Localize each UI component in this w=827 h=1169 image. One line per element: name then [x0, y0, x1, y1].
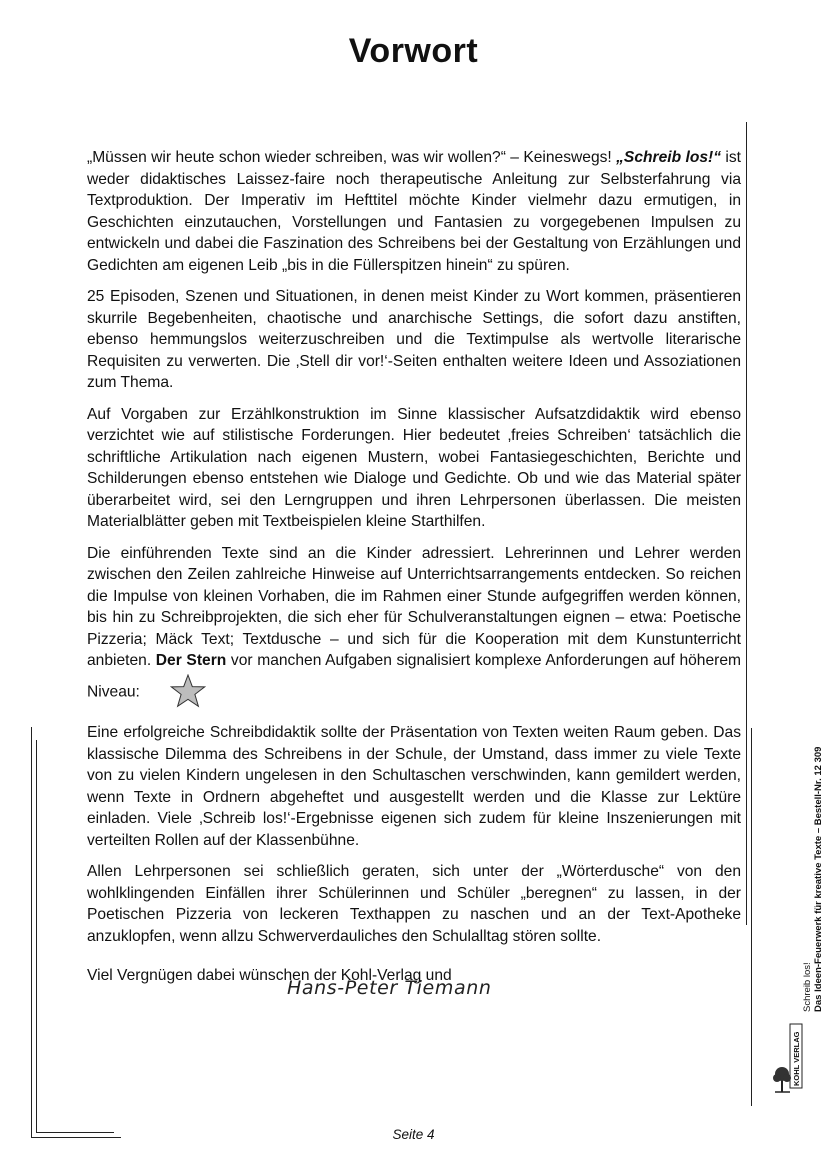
sidebar-line-1: Schreib los!	[802, 962, 813, 1012]
frame-line-right-outer-vertical	[751, 728, 752, 1106]
paragraph-6: Allen Lehrpersonen sei schließlich geraten, sich unter der „Wörterdusche“ von den wohlklingenden Einfällen ihrer Schülerinnen und Schüler „beregnen“ zu lassen, in der Poetischen Pizzeria von leckeren Texthappen zu naschen und an der Text-Apotheke anzuklopfen, wenn allzu Schwerverdauliches den Schulalltag stören sollte.	[87, 863, 741, 945]
logo-text: KOHL VERLAG	[792, 1031, 801, 1086]
star-term-bold: Der Stern	[155, 652, 227, 669]
paragraph-1	[87, 147, 741, 276]
star-icon	[170, 674, 206, 715]
p4-text-end: vor manchen Aufgaben signalisiert komplexe Anforderungen auf höherem Niveau:	[87, 652, 741, 700]
kohl-verlag-logo	[772, 1022, 806, 1099]
p4-text-start: Die einführenden Texte sind an die Kinder adressiert. Lehrerinnen und Lehrer werden zwischen den Zeilen zahlreiche Hinweise auf Unterrichtsarrangements entdecken. So reichen die Impulse von kleinen Vorhaben, die im Rahmen einer Stunde aufgegriffen werden können, bis hin zu Schreibprojekten, die sich eher für Schulveranstaltungen eignen – etwa: Poetische Pizzeria; Mäck Text; Textdusche – und sich für die Kooperation mit dem Kunstunterricht anbieten.	[87, 544, 741, 669]
preface-body	[87, 147, 741, 997]
sidebar-book-info	[802, 747, 824, 1012]
page-title: Vorwort	[348, 32, 479, 70]
page-number: Seite 4	[392, 1127, 435, 1142]
book-title-emphasis: „Schreib los!“	[616, 149, 722, 166]
frame-line-outer-vertical	[31, 727, 32, 1137]
p1-text-end: ist weder didaktisches Laissez-faire noch therapeutische Anleitung zur Selbsterfahrung via Textproduktion. Der Imperativ im Hefttitel möchte Kinder vielmehr dazu ermutigen, in Geschichten einzutauchen, Vorstellungen und Fantasien zu vorgegebenen Impulsen zu entwickeln und dabei die Faszination des Schreibens bei der Gestaltung von Erzählungen und Gedichten am eigenen Leib „bis in die Füllerspitzen hinein“ zu spüren.	[87, 149, 741, 274]
sidebar-line-2: Das Ideen-Feuerwerk für kreative Texte – Bestell-Nr. 12 309	[813, 746, 824, 1012]
paragraph-4	[87, 543, 741, 713]
paragraph-3: Auf Vorgaben zur Erzählkonstruktion im Sinne klassischer Aufsatzdidaktik wird ebenso verzichtet wie auf stilistische Forderungen. Hier bedeutet ‚freies Schreiben‘ tatsächlich die schriftliche Artikulation nach eigenen Mustern, wobei Fantasiegeschichten, Berichte und Schilderungen ebenso entstehen wie Dialoge und Gedichte. Ob und wie das Material später überarbeitet wird, sei den Lerngruppen und ihren Lehrpersonen überlassen. Die meisten Materialblätter geben mit Textbeispielen kleine Starthilfen.	[87, 405, 741, 530]
frame-line-right-inner-vertical	[746, 122, 747, 925]
frame-line-inner-vertical	[36, 740, 37, 1132]
signature: Hans-Peter Tiemann	[287, 977, 492, 999]
paragraph-2: 25 Episoden, Szenen und Situationen, in denen meist Kinder zu Wort kommen, präsentieren skurrile Begebenheiten, chaotische und anarchische Settings, die sofort dazu anstiften, ebenso hemmungslos weiterzuschreiben und die Textimpulse als wertvolle literarische Requisiten zu verwerten. Die ‚Stell dir vor!‘-Seiten enthalten weitere Ideen und Assoziationen zum Thema.	[87, 288, 741, 391]
paragraph-7: Viel Vergnügen dabei wünschen der Kohl-Verlag und	[87, 967, 452, 984]
p1-text-start: „Müssen wir heute schon wieder schreiben, was wir wollen?“ – Keineswegs!	[87, 149, 617, 166]
paragraph-5: Eine erfolgreiche Schreibdidaktik sollte der Präsentation von Texten weiten Raum geben. Das klassische Dilemma des Schreibens in der Schule, der Umstand, dass immer zu viele Texte von zu vielen Kindern ungelesen in den Schultaschen verschwinden, kann gemildert werden, wenn Texte in Ordnern abgeheftet und ausgestellt werden und die Klasse zur Lektüre einladen. Viele ‚Schreib los!‘-Ergebnisse eigenen sich zudem für kleine Inszenierungen mit verteilten Rollen auf der Klassenbühne.	[87, 724, 741, 849]
